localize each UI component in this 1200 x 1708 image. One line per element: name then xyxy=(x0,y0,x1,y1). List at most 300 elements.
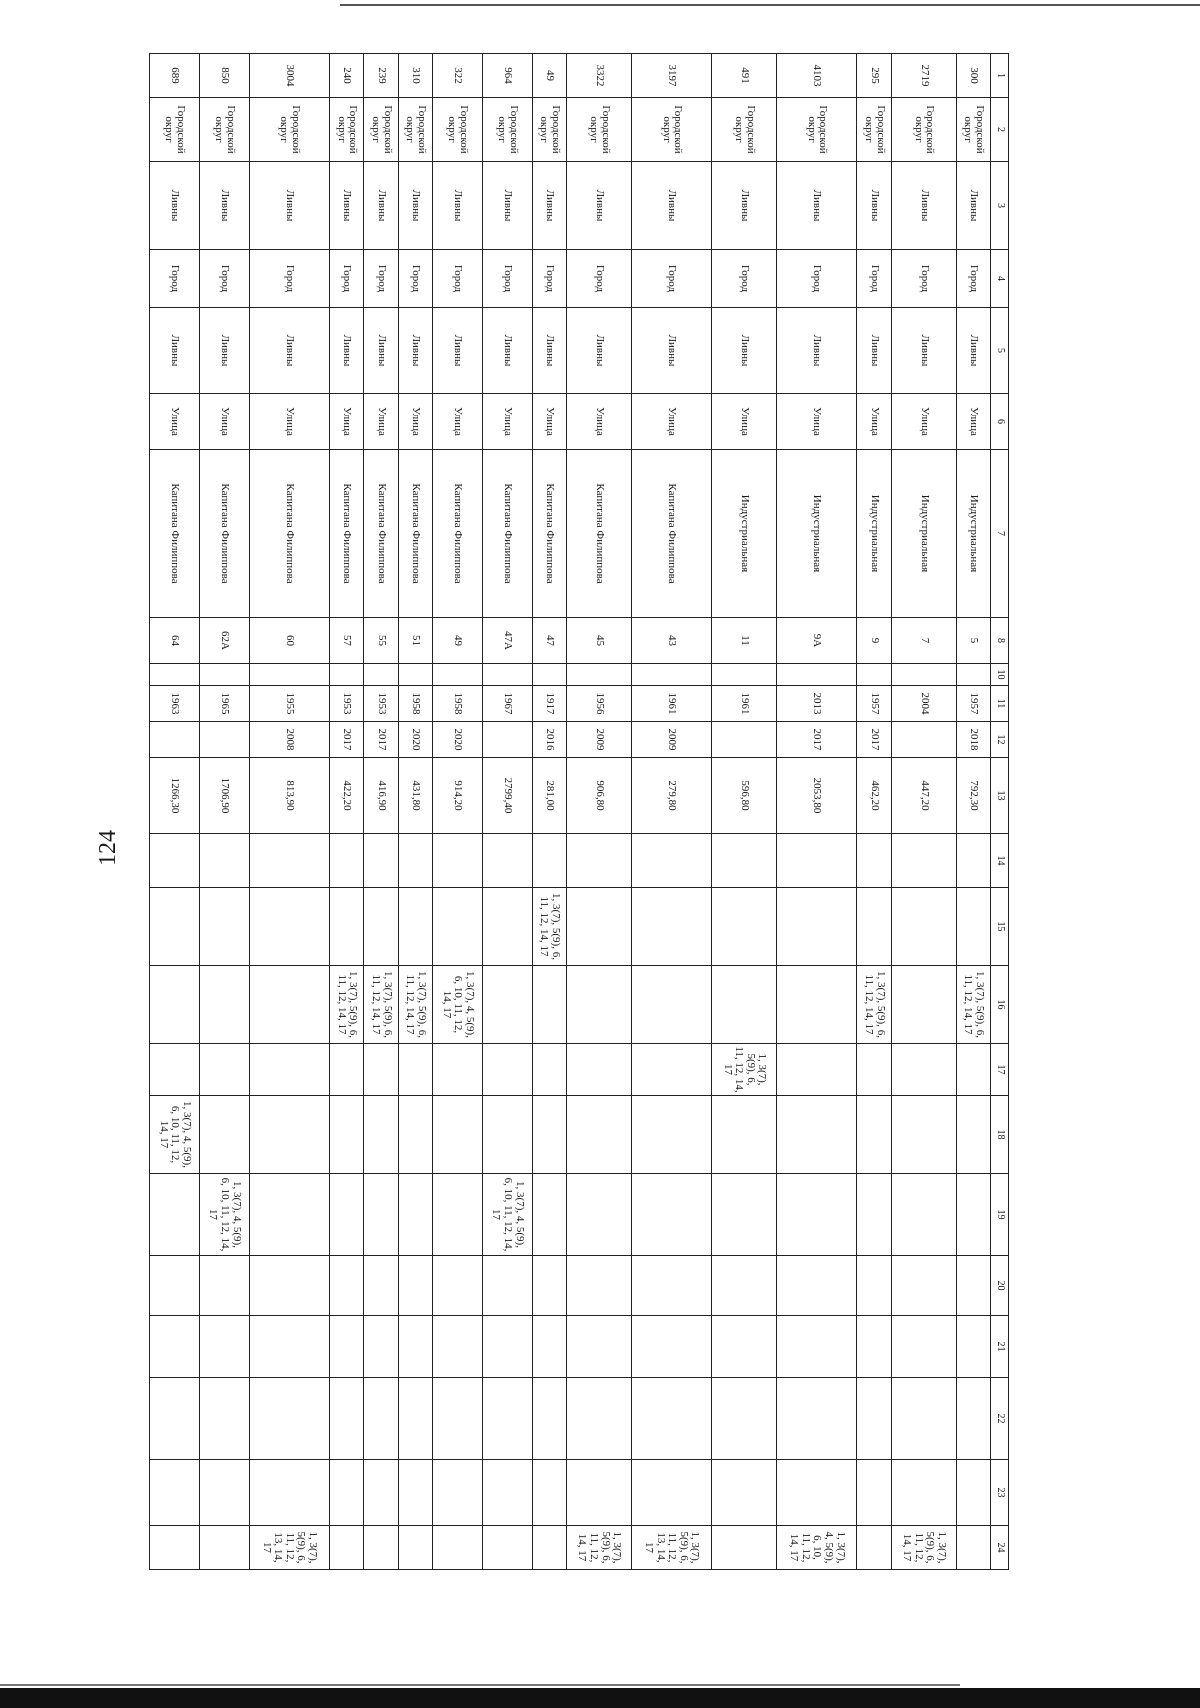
cell-c23 xyxy=(777,1460,857,1526)
cell-c1: 491 xyxy=(712,54,777,98)
cell-c8: 47А xyxy=(482,618,532,664)
cell-c14 xyxy=(398,834,432,888)
column-header: 15 xyxy=(991,888,1009,966)
cell-c5: Ливны xyxy=(249,308,329,394)
cell-c17 xyxy=(398,1044,432,1096)
cell-c13: 281,00 xyxy=(532,758,566,834)
cell-c8: 55 xyxy=(364,618,398,664)
cell-c24: 1, 3(7), 5(9), 6, 11, 12, 13, 14, 17 xyxy=(631,1526,711,1570)
cell-c21 xyxy=(249,1316,329,1378)
cell-c3: Ливны xyxy=(532,162,566,250)
cell-c24 xyxy=(482,1526,532,1570)
cell-c8: 51 xyxy=(398,618,432,664)
cell-c15: 1, 3(7), 5(9), 6, 11, 12, 14, 17 xyxy=(532,888,566,966)
cell-c10 xyxy=(433,664,483,686)
cell-c20 xyxy=(567,1256,632,1316)
cell-c11: 1961 xyxy=(712,686,777,722)
cell-c23 xyxy=(956,1460,990,1526)
table-body xyxy=(150,54,1009,1570)
cell-c6: Улица xyxy=(433,394,483,450)
cell-c14 xyxy=(482,834,532,888)
cell-c13: 914,20 xyxy=(433,758,483,834)
cell-c24: 1, 3(7), 5(9), 6, 11, 12, 13, 14, 17 xyxy=(249,1526,329,1570)
cell-c5: Ливны xyxy=(150,308,200,394)
cell-c8: 11 xyxy=(712,618,777,664)
column-header: 22 xyxy=(991,1378,1009,1460)
cell-c14 xyxy=(631,834,711,888)
cell-c16: 1, 3(7), 5(9), 6, 11, 12, 14, 17 xyxy=(857,966,891,1044)
cell-c3: Ливны xyxy=(482,162,532,250)
cell-c23 xyxy=(329,1460,363,1526)
cell-c17 xyxy=(249,1044,329,1096)
cell-c23 xyxy=(433,1460,483,1526)
cell-c1: 240 xyxy=(329,54,363,98)
table-row xyxy=(199,54,249,1570)
cell-c12: 2020 xyxy=(398,722,432,758)
cell-c21 xyxy=(398,1316,432,1378)
cell-c16 xyxy=(777,966,857,1044)
cell-c18 xyxy=(398,1096,432,1174)
cell-c1: 2719 xyxy=(891,54,956,98)
cell-c3: Ливны xyxy=(433,162,483,250)
cell-c15 xyxy=(631,888,711,966)
cell-c16 xyxy=(150,966,200,1044)
cell-c12 xyxy=(891,722,956,758)
cell-c4: Город xyxy=(482,250,532,308)
cell-c12 xyxy=(482,722,532,758)
cell-c23 xyxy=(631,1460,711,1526)
column-header: 7 xyxy=(991,450,1009,618)
cell-c24 xyxy=(398,1526,432,1570)
cell-c6: Улица xyxy=(364,394,398,450)
cell-c19 xyxy=(249,1174,329,1256)
cell-c3: Ливны xyxy=(398,162,432,250)
cell-c8: 49 xyxy=(433,618,483,664)
cell-c18 xyxy=(364,1096,398,1174)
cell-c3: Ливны xyxy=(631,162,711,250)
cell-c13: 416,90 xyxy=(364,758,398,834)
cell-c10 xyxy=(199,664,249,686)
cell-c4: Город xyxy=(891,250,956,308)
cell-c24 xyxy=(433,1526,483,1570)
cell-c4: Город xyxy=(956,250,990,308)
cell-c8: 57 xyxy=(329,618,363,664)
cell-c21 xyxy=(433,1316,483,1378)
scan-edge-bar xyxy=(0,1688,1200,1708)
cell-c20 xyxy=(956,1256,990,1316)
cell-c20 xyxy=(329,1256,363,1316)
cell-c8: 45 xyxy=(567,618,632,664)
cell-c24 xyxy=(712,1526,777,1570)
cell-c13: 462,20 xyxy=(857,758,891,834)
column-header: 3 xyxy=(991,162,1009,250)
cell-c21 xyxy=(857,1316,891,1378)
cell-c2: Городской округ xyxy=(631,98,711,162)
table-row xyxy=(150,54,200,1570)
cell-c20 xyxy=(398,1256,432,1316)
cell-c13: 1706,90 xyxy=(199,758,249,834)
cell-c2: Городской округ xyxy=(567,98,632,162)
table-row xyxy=(398,54,432,1570)
cell-c20 xyxy=(364,1256,398,1316)
cell-c22 xyxy=(891,1378,956,1460)
cell-c2: Городской округ xyxy=(891,98,956,162)
cell-c20 xyxy=(249,1256,329,1316)
cell-c14 xyxy=(364,834,398,888)
cell-c6: Улица xyxy=(891,394,956,450)
cell-c11: 1955 xyxy=(249,686,329,722)
cell-c19 xyxy=(891,1174,956,1256)
cell-c20 xyxy=(631,1256,711,1316)
cell-c12: 2016 xyxy=(532,722,566,758)
cell-c16: 1, 3(7), 5(9), 6, 11, 12, 14, 17 xyxy=(364,966,398,1044)
cell-c10 xyxy=(482,664,532,686)
column-header: 2 xyxy=(991,98,1009,162)
cell-c24 xyxy=(532,1526,566,1570)
cell-c19 xyxy=(712,1174,777,1256)
cell-c19: 1, 3(7), 4, 5(9), 6, 10, 11, 12, 14, 17 xyxy=(482,1174,532,1256)
cell-c16 xyxy=(891,966,956,1044)
cell-c14 xyxy=(712,834,777,888)
cell-c13: 2053,80 xyxy=(777,758,857,834)
cell-c8: 7 xyxy=(891,618,956,664)
cell-c6: Улица xyxy=(150,394,200,450)
cell-c18 xyxy=(249,1096,329,1174)
cell-c17 xyxy=(777,1044,857,1096)
cell-c15 xyxy=(398,888,432,966)
cell-c22 xyxy=(329,1378,363,1460)
cell-c6: Улица xyxy=(249,394,329,450)
cell-c11: 1953 xyxy=(329,686,363,722)
cell-c10 xyxy=(712,664,777,686)
cell-c6: Улица xyxy=(532,394,566,450)
cell-c2: Городской округ xyxy=(857,98,891,162)
cell-c19 xyxy=(433,1174,483,1256)
cell-c7: Индустриальная xyxy=(891,450,956,618)
cell-c22 xyxy=(777,1378,857,1460)
top-rule xyxy=(340,4,1200,6)
cell-c7: Капитана Филиппова xyxy=(199,450,249,618)
cell-c2: Городской округ xyxy=(712,98,777,162)
page-number: 124 xyxy=(95,830,121,866)
column-header: 24 xyxy=(991,1526,1009,1570)
cell-c22 xyxy=(433,1378,483,1460)
cell-c13: 2799,40 xyxy=(482,758,532,834)
cell-c15 xyxy=(329,888,363,966)
cell-c1: 300 xyxy=(956,54,990,98)
column-header: 1 xyxy=(991,54,1009,98)
cell-c24 xyxy=(956,1526,990,1570)
cell-c14 xyxy=(532,834,566,888)
cell-c16 xyxy=(249,966,329,1044)
cell-c7: Капитана Филиппова xyxy=(249,450,329,618)
cell-c11: 1958 xyxy=(398,686,432,722)
cell-c1: 3322 xyxy=(567,54,632,98)
cell-c8: 5 xyxy=(956,618,990,664)
table-row xyxy=(364,54,398,1570)
cell-c1: 689 xyxy=(150,54,200,98)
cell-c20 xyxy=(712,1256,777,1316)
cell-c2: Городской округ xyxy=(532,98,566,162)
cell-c23 xyxy=(150,1460,200,1526)
cell-c14 xyxy=(249,834,329,888)
cell-c10 xyxy=(364,664,398,686)
cell-c21 xyxy=(482,1316,532,1378)
cell-c23 xyxy=(567,1460,632,1526)
cell-c6: Улица xyxy=(712,394,777,450)
cell-c12: 2008 xyxy=(249,722,329,758)
cell-c2: Городской округ xyxy=(249,98,329,162)
cell-c22 xyxy=(567,1378,632,1460)
cell-c11: 1967 xyxy=(482,686,532,722)
cell-c5: Ливны xyxy=(631,308,711,394)
cell-c4: Город xyxy=(532,250,566,308)
column-header: 10 xyxy=(991,664,1009,686)
cell-c2: Городской округ xyxy=(199,98,249,162)
cell-c17 xyxy=(199,1044,249,1096)
cell-c24 xyxy=(857,1526,891,1570)
column-header: 18 xyxy=(991,1096,1009,1174)
cell-c6: Улица xyxy=(199,394,249,450)
cell-c17 xyxy=(482,1044,532,1096)
column-header: 5 xyxy=(991,308,1009,394)
cell-c1: 295 xyxy=(857,54,891,98)
cell-c13: 792,30 xyxy=(956,758,990,834)
cell-c18 xyxy=(532,1096,566,1174)
cell-c24: 1, 3(7), 4, 5(9), 6, 10, 11, 12, 14, 17 xyxy=(777,1526,857,1570)
cell-c16 xyxy=(199,966,249,1044)
cell-c8: 47 xyxy=(532,618,566,664)
cell-c1: 964 xyxy=(482,54,532,98)
cell-c10 xyxy=(329,664,363,686)
cell-c11: 1956 xyxy=(567,686,632,722)
cell-c22 xyxy=(857,1378,891,1460)
cell-c22 xyxy=(631,1378,711,1460)
cell-c20 xyxy=(532,1256,566,1316)
cell-c2: Городской округ xyxy=(150,98,200,162)
cell-c2: Городской округ xyxy=(777,98,857,162)
table-row xyxy=(712,54,777,1570)
column-header: 11 xyxy=(991,686,1009,722)
register-table-container xyxy=(149,53,1009,1565)
table-row xyxy=(567,54,632,1570)
table-row xyxy=(433,54,483,1570)
cell-c2: Городской округ xyxy=(329,98,363,162)
cell-c11: 1961 xyxy=(631,686,711,722)
table-row xyxy=(249,54,329,1570)
cell-c4: Город xyxy=(329,250,363,308)
table-row xyxy=(329,54,363,1570)
cell-c13: 596,80 xyxy=(712,758,777,834)
cell-c7: Капитана Филиппова xyxy=(631,450,711,618)
cell-c5: Ливны xyxy=(482,308,532,394)
cell-c21 xyxy=(532,1316,566,1378)
cell-c3: Ливны xyxy=(857,162,891,250)
cell-c13: 279,80 xyxy=(631,758,711,834)
cell-c17 xyxy=(891,1044,956,1096)
cell-c10 xyxy=(532,664,566,686)
cell-c6: Улица xyxy=(398,394,432,450)
header-row xyxy=(991,54,1009,1570)
cell-c20 xyxy=(433,1256,483,1316)
cell-c11: 1953 xyxy=(364,686,398,722)
cell-c14 xyxy=(199,834,249,888)
cell-c12 xyxy=(199,722,249,758)
cell-c17 xyxy=(567,1044,632,1096)
table-row xyxy=(532,54,566,1570)
cell-c6: Улица xyxy=(567,394,632,450)
cell-c4: Город xyxy=(857,250,891,308)
cell-c20 xyxy=(199,1256,249,1316)
cell-c17 xyxy=(857,1044,891,1096)
cell-c12: 2009 xyxy=(567,722,632,758)
cell-c16 xyxy=(631,966,711,1044)
cell-c7: Индустриальная xyxy=(777,450,857,618)
cell-c21 xyxy=(329,1316,363,1378)
cell-c10 xyxy=(857,664,891,686)
column-header: 8 xyxy=(991,618,1009,664)
cell-c10 xyxy=(398,664,432,686)
cell-c7: Капитана Филиппова xyxy=(398,450,432,618)
cell-c1: 4103 xyxy=(777,54,857,98)
cell-c10 xyxy=(567,664,632,686)
cell-c24: 1, 3(7), 5(9), 6, 11, 12, 14, 17 xyxy=(567,1526,632,1570)
cell-c21 xyxy=(956,1316,990,1378)
cell-c19 xyxy=(532,1174,566,1256)
cell-c22 xyxy=(150,1378,200,1460)
cell-c20 xyxy=(777,1256,857,1316)
cell-c23 xyxy=(398,1460,432,1526)
cell-c2: Городской округ xyxy=(433,98,483,162)
cell-c16 xyxy=(482,966,532,1044)
cell-c5: Ливны xyxy=(532,308,566,394)
cell-c18 xyxy=(777,1096,857,1174)
cell-c16: 1, 3(7), 5(9), 6, 11, 12, 14, 17 xyxy=(398,966,432,1044)
cell-c24 xyxy=(150,1526,200,1570)
cell-c10 xyxy=(956,664,990,686)
cell-c16: 1, 3(7), 5(9), 6, 11, 12, 14, 17 xyxy=(956,966,990,1044)
cell-c12: 2017 xyxy=(777,722,857,758)
cell-c6: Улица xyxy=(857,394,891,450)
cell-c5: Ливны xyxy=(777,308,857,394)
cell-c21 xyxy=(199,1316,249,1378)
cell-c19 xyxy=(567,1174,632,1256)
cell-c4: Город xyxy=(433,250,483,308)
column-header: 21 xyxy=(991,1316,1009,1378)
cell-c11: 1917 xyxy=(532,686,566,722)
table-row xyxy=(891,54,956,1570)
cell-c21 xyxy=(891,1316,956,1378)
cell-c15 xyxy=(857,888,891,966)
cell-c22 xyxy=(249,1378,329,1460)
cell-c7: Капитана Филиппова xyxy=(364,450,398,618)
cell-c14 xyxy=(433,834,483,888)
cell-c23 xyxy=(891,1460,956,1526)
cell-c11: 2013 xyxy=(777,686,857,722)
cell-c5: Ливны xyxy=(364,308,398,394)
cell-c7: Капитана Филиппова xyxy=(150,450,200,618)
cell-c17 xyxy=(956,1044,990,1096)
cell-c22 xyxy=(712,1378,777,1460)
cell-c8: 64 xyxy=(150,618,200,664)
cell-c17 xyxy=(433,1044,483,1096)
cell-c10 xyxy=(150,664,200,686)
cell-c19 xyxy=(150,1174,200,1256)
cell-c14 xyxy=(891,834,956,888)
cell-c23 xyxy=(857,1460,891,1526)
cell-c24 xyxy=(199,1526,249,1570)
cell-c20 xyxy=(482,1256,532,1316)
cell-c18 xyxy=(857,1096,891,1174)
cell-c4: Город xyxy=(398,250,432,308)
cell-c3: Ливны xyxy=(249,162,329,250)
cell-c2: Городской округ xyxy=(398,98,432,162)
cell-c10 xyxy=(891,664,956,686)
cell-c15 xyxy=(482,888,532,966)
cell-c24: 1, 3(7), 5(9), 6, 11, 12, 14, 17 xyxy=(891,1526,956,1570)
cell-c16 xyxy=(567,966,632,1044)
cell-c3: Ливны xyxy=(777,162,857,250)
cell-c12: 2009 xyxy=(631,722,711,758)
cell-c7: Капитана Филиппова xyxy=(482,450,532,618)
cell-c14 xyxy=(150,834,200,888)
cell-c16: 1, 3(7), 5(9), 6, 11, 12, 14, 17 xyxy=(329,966,363,1044)
cell-c14 xyxy=(956,834,990,888)
cell-c18 xyxy=(631,1096,711,1174)
cell-c18 xyxy=(567,1096,632,1174)
column-header: 12 xyxy=(991,722,1009,758)
cell-c13: 906,80 xyxy=(567,758,632,834)
cell-c23 xyxy=(364,1460,398,1526)
cell-c8: 9 xyxy=(857,618,891,664)
cell-c4: Город xyxy=(777,250,857,308)
cell-c2: Городской округ xyxy=(482,98,532,162)
cell-c8: 43 xyxy=(631,618,711,664)
cell-c11: 1957 xyxy=(956,686,990,722)
cell-c14 xyxy=(777,834,857,888)
cell-c3: Ливны xyxy=(712,162,777,250)
cell-c4: Город xyxy=(249,250,329,308)
cell-c21 xyxy=(150,1316,200,1378)
cell-c5: Ливны xyxy=(398,308,432,394)
cell-c3: Ливны xyxy=(891,162,956,250)
cell-c3: Ливны xyxy=(150,162,200,250)
cell-c12: 2017 xyxy=(364,722,398,758)
cell-c20 xyxy=(891,1256,956,1316)
column-header: 23 xyxy=(991,1460,1009,1526)
cell-c4: Город xyxy=(631,250,711,308)
cell-c14 xyxy=(567,834,632,888)
cell-c8: 62А xyxy=(199,618,249,664)
cell-c13: 431,80 xyxy=(398,758,432,834)
cell-c18: 1, 3(7), 4, 5(9), 6, 10, 11, 12, 14, 17 xyxy=(150,1096,200,1174)
cell-c12 xyxy=(150,722,200,758)
cell-c7: Индустриальная xyxy=(956,450,990,618)
cell-c13: 447,20 xyxy=(891,758,956,834)
cell-c5: Ливны xyxy=(956,308,990,394)
cell-c6: Улица xyxy=(631,394,711,450)
cell-c19 xyxy=(956,1174,990,1256)
table-row xyxy=(857,54,891,1570)
column-header: 19 xyxy=(991,1174,1009,1256)
cell-c15 xyxy=(249,888,329,966)
cell-c22 xyxy=(398,1378,432,1460)
cell-c21 xyxy=(364,1316,398,1378)
cell-c7: Индустриальная xyxy=(857,450,891,618)
cell-c15 xyxy=(777,888,857,966)
cell-c4: Город xyxy=(567,250,632,308)
cell-c18 xyxy=(433,1096,483,1174)
